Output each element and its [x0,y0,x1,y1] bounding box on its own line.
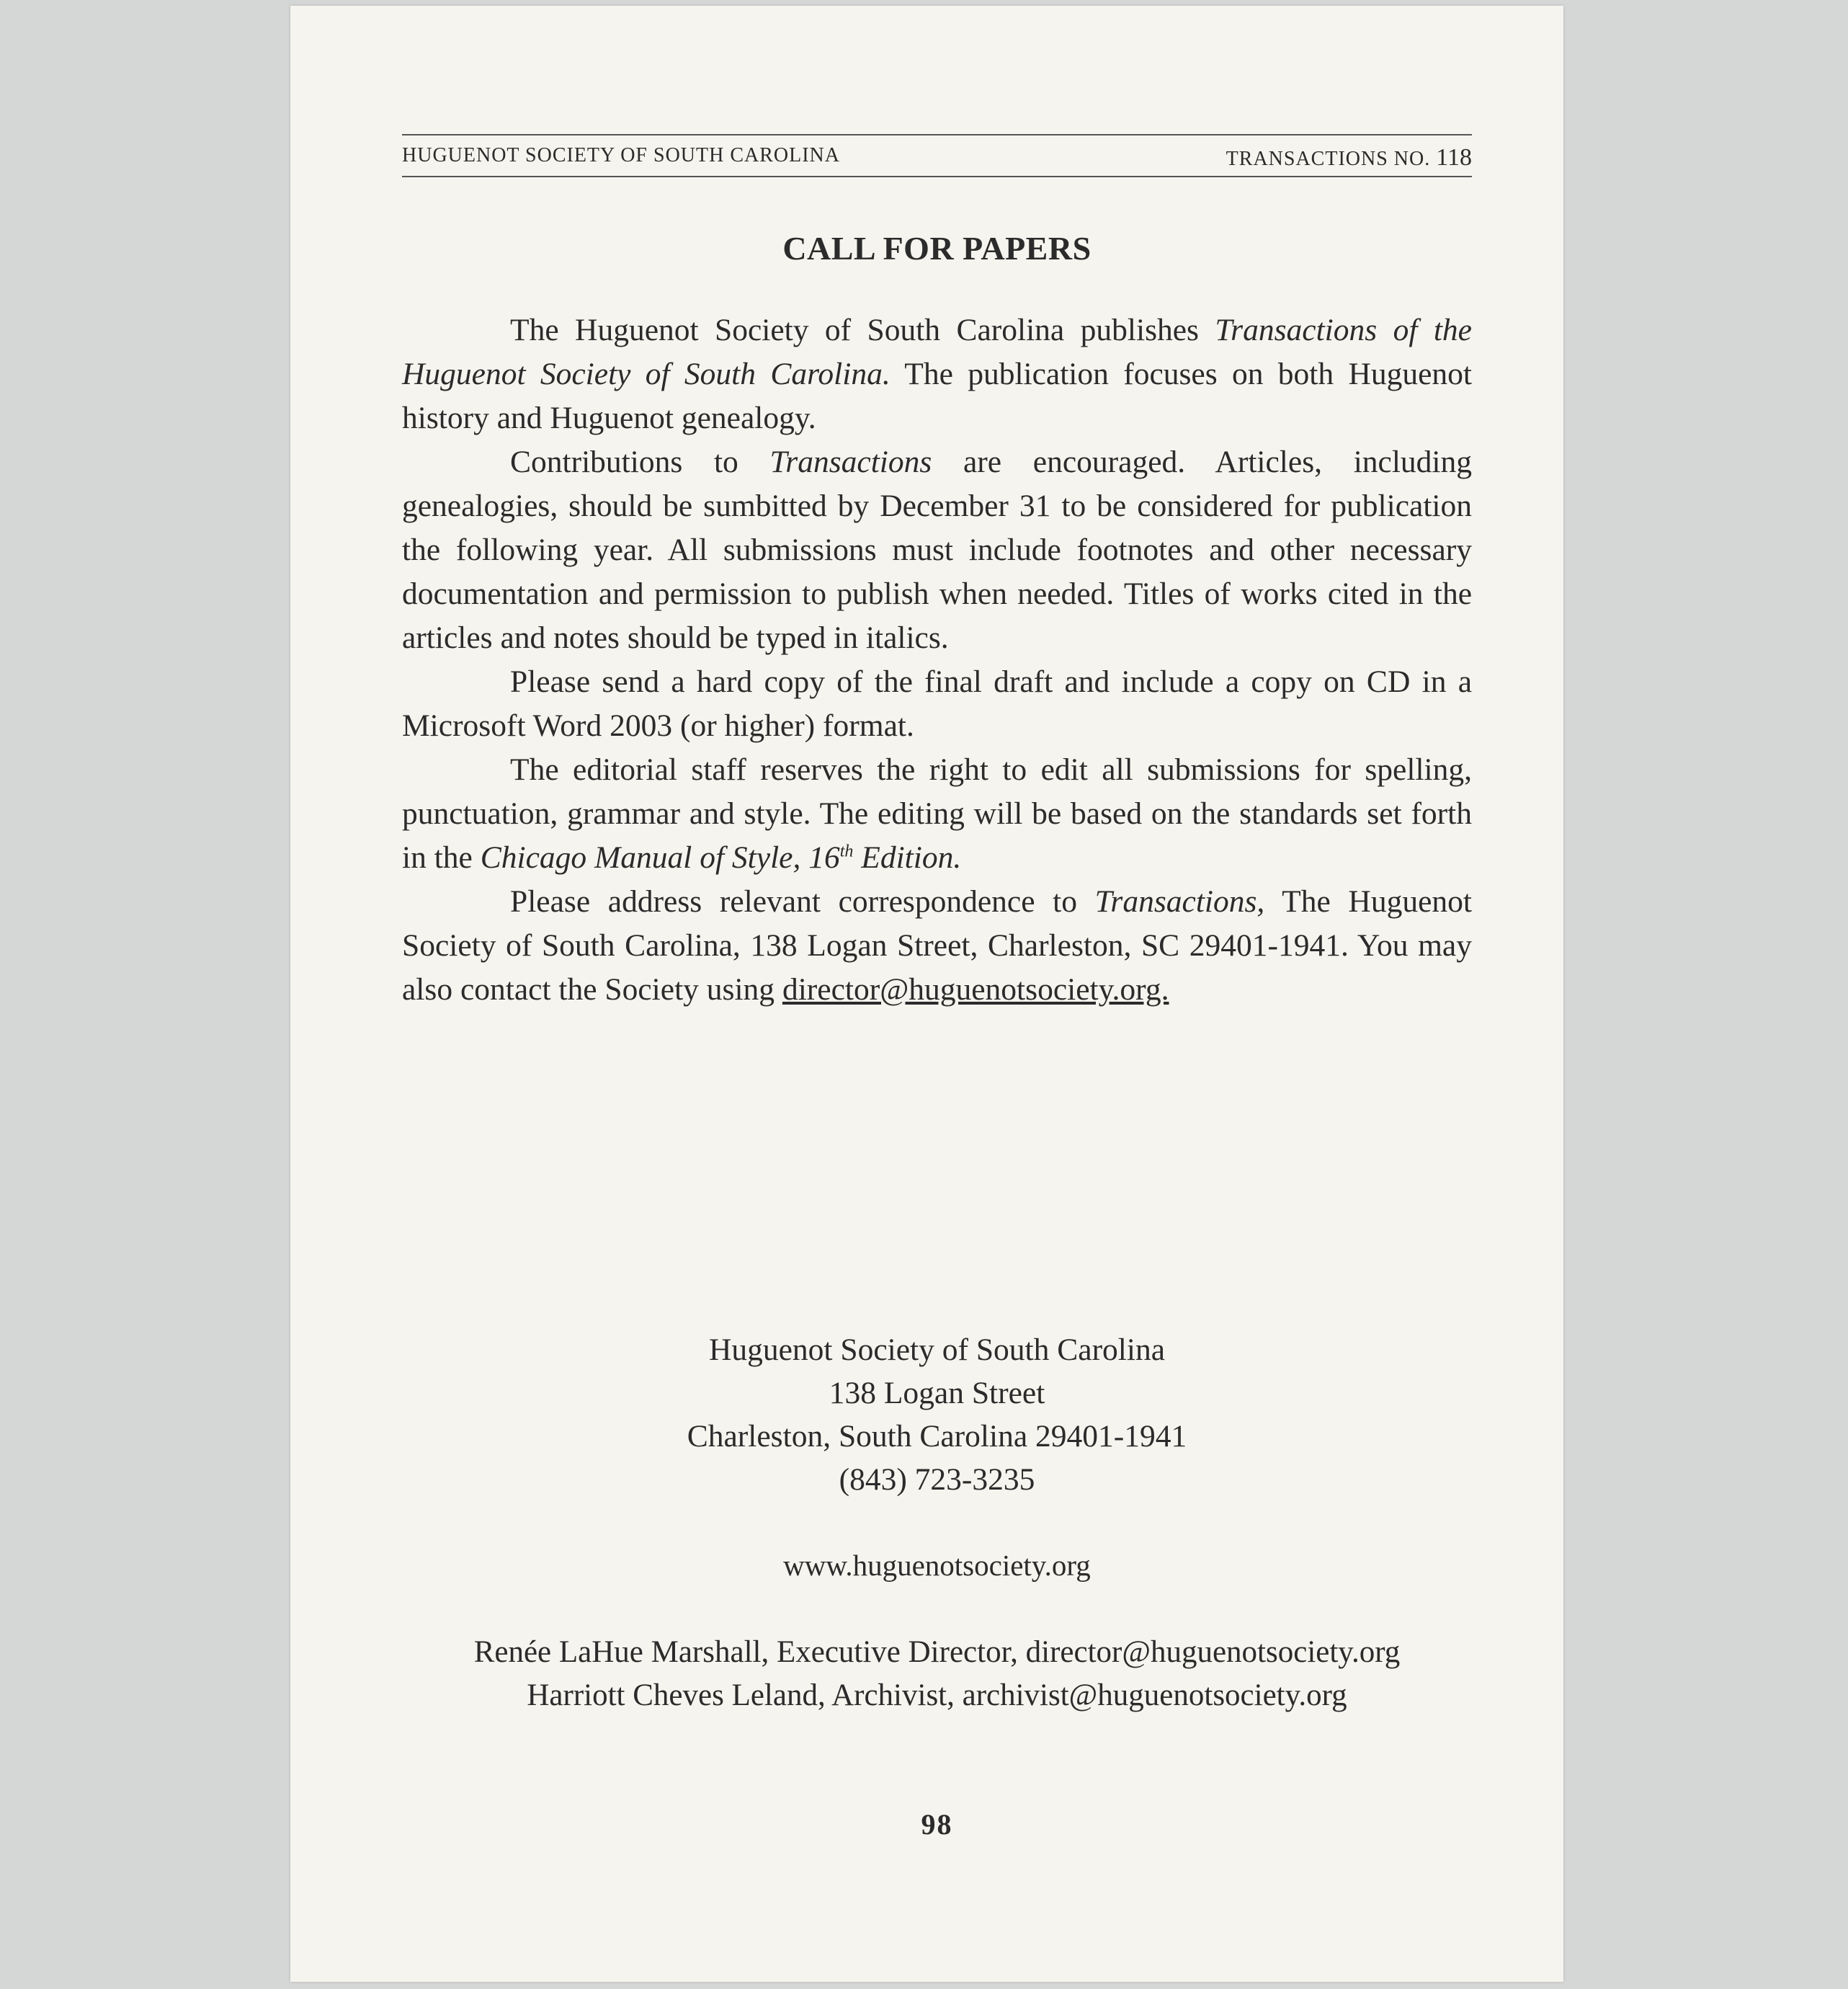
staff-archivist: Harriott Cheves Leland, Archivist, archivist@huguenotsociety.org [527,1678,1347,1712]
header-transactions [1226,144,1472,172]
address-phone: (843) 723-3235 [839,1462,1035,1497]
website-url[interactable]: www.huguenotsociety.org [783,1549,1091,1582]
staff-contacts [402,1631,1472,1717]
header-transactions-label: TRANSACTIONS NO. [1226,148,1431,170]
p4-italic-2: Edition. [853,840,962,875]
p1-text-b: The publication focuses on both Huguenot history and Huguenot genealogy. [402,357,1473,435]
address-city: Charleston, South Carolina 29401-1941 [687,1419,1187,1454]
p4-italic-group [481,840,962,875]
page-title: CALL FOR PAPERS [782,230,1092,267]
address-name: Huguenot Society of South Carolina [708,1332,1166,1367]
p4-italic: Chicago Manual of Style, 16 [480,840,840,875]
page-number: 98 [921,1808,953,1841]
paragraph-3: Please send a hard copy of the final draft and include a copy on CD in a Microsoft Word 2003 (or higher) format. [402,664,1472,743]
paragraph-2 [402,440,1472,660]
director-email-link[interactable]: director@huguenotsociety.org. [782,972,1169,1007]
header-society-name: HUGUENOT SOCIETY OF SOUTH CAROLINA [402,144,840,166]
p1-text-a: The Huguenot Society of South Carolina publishes [510,313,1215,347]
p4-text-a: The editorial staff reserves the right to edit all submissions for spelling, punctuation, grammar and style. The editing will be based on the standards set forth in the [402,752,1472,875]
p2-text-a: Contributions to [510,445,770,479]
staff-director: Renée LaHue Marshall, Executive Director, director@huguenotsociety.org [473,1635,1401,1669]
paragraph-1 [402,308,1472,440]
body-text [402,308,1472,1012]
p1-italic: Transactions of the Huguenot Society of South Carolina. [402,313,1472,391]
p4-superscript: th [839,842,854,861]
header-issue-number: 118 [1436,144,1472,171]
running-header [402,134,1472,177]
p5-text-b: The Huguenot Society of South Carolina, 138 Logan Street, Charleston, SC 29401-1941. You may also contact the Society using [402,884,1472,1007]
paragraph-5 [402,880,1472,1012]
p5-text-a: Please address relevant correspondence to [510,884,1095,919]
p5-italic: Transactions, [1094,884,1265,919]
document-page [290,6,1563,1982]
address-street: 138 Logan Street [829,1376,1045,1410]
paragraph-4 [402,748,1472,880]
p2-italic: Transactions [769,445,932,479]
p2-text-b: are encouraged. Articles, including genealogies, should be sumbitted by December 31 to be considered for publication the following year. All submissions must include footnotes and other necessary documentation and permission to publish when needed. Titles of works cited in the articles and notes should be typed in italics. [402,445,1473,655]
society-address [402,1328,1472,1501]
